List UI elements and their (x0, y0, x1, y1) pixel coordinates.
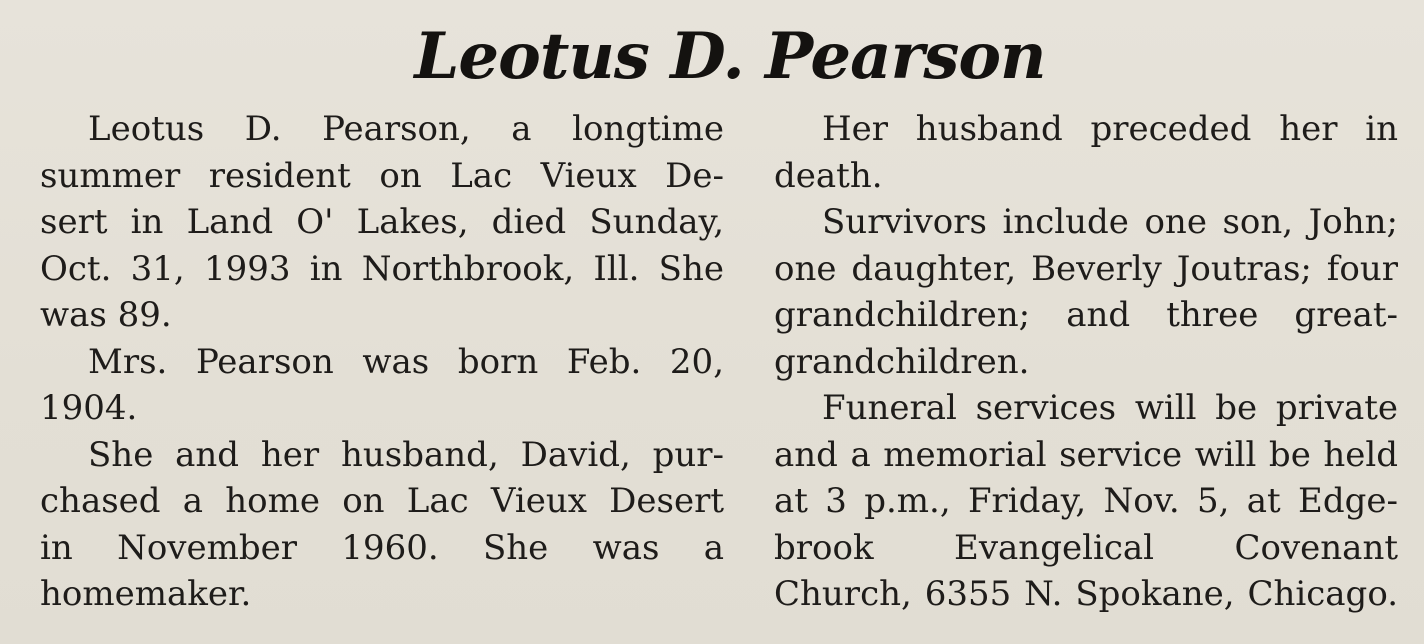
paragraph-husband (774, 106, 1398, 199)
text-line: Leotus D. Pearson, a longtime (88, 109, 724, 149)
text-line: grandchildren; and three great- (774, 295, 1398, 335)
text-line: Church, 6355 N. Spokane, Chicago. (774, 574, 1398, 614)
text-line: Survivors include one son, John; (822, 202, 1398, 242)
text-line: Her husband preceded her in (822, 109, 1398, 149)
text-line: one daughter, Beverly Joutras; four (774, 248, 1398, 289)
paragraph-birth (40, 339, 724, 432)
text-line: and a memorial service will be held (774, 434, 1398, 475)
text-line: Mrs. Pearson was born Feb. 20, (88, 341, 724, 382)
text-line: sert in Land O' Lakes, died Sunday, (40, 202, 724, 242)
text-line: 1904. (40, 388, 138, 428)
text-line: at 3 p.m., Friday, Nov. 5, at Edge- (774, 481, 1398, 521)
paragraph-death-notice (40, 106, 724, 339)
text-line: brook Evangelical Covenant (774, 527, 1398, 568)
paragraph-home (40, 432, 724, 618)
text-line: death. (774, 155, 883, 196)
text-line: homemaker. (40, 574, 252, 614)
text-line: chased a home on Lac Vieux Desert (40, 481, 724, 521)
text-line: Funeral services will be private (822, 388, 1398, 428)
right-column (774, 106, 1398, 618)
text-line: grandchildren. (774, 341, 1030, 382)
paragraph-funeral (774, 385, 1398, 618)
headline: Leotus D. Pearson (414, 19, 1046, 94)
paragraph-survivors (774, 199, 1398, 385)
text-line: She and her husband, David, pur- (88, 434, 724, 475)
text-line: in November 1960. She was a (40, 527, 724, 568)
text-line: Oct. 31, 1993 in Northbrook, Ill. She (40, 248, 724, 289)
text-line: was 89. (40, 295, 172, 335)
left-column (40, 106, 724, 618)
text-line: summer resident on Lac Vieux De- (40, 155, 724, 196)
